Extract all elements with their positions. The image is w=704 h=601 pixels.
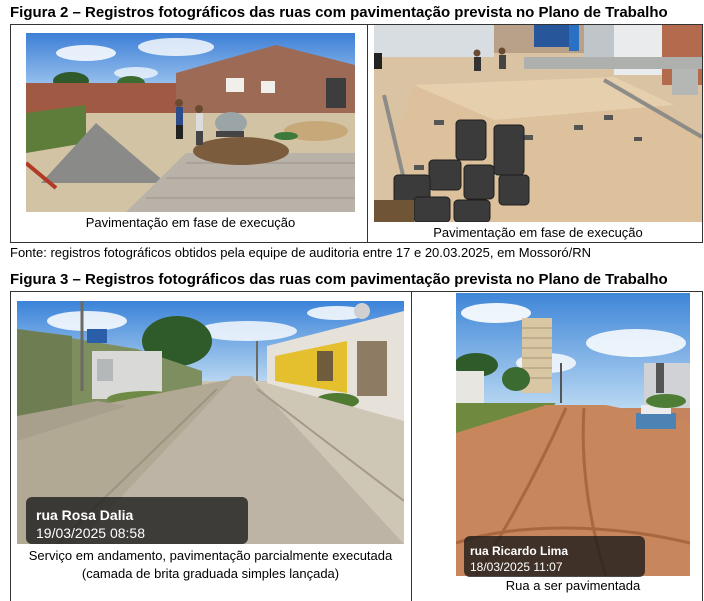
stamp-street-name: rua Rosa Dalia: [36, 507, 134, 523]
figure-3-photo-1-stamp: [26, 497, 248, 544]
figure-3-caption-2: Rua a ser pavimentada: [505, 578, 641, 593]
figure-3-photo-2-stamp: [464, 536, 645, 577]
figure-3-photo-2: [456, 293, 690, 576]
figure-2-title: Figura 2 – Registros fotográficos das ruas com pavimentação prevista no Plano de Trabalho: [10, 4, 668, 21]
stamp-street-name: rua Ricardo Lima: [470, 544, 569, 558]
figure-3-caption-1-line-1: Serviço em andamento, pavimentação parcialmente executada: [28, 548, 393, 563]
stamp-datetime: 18/03/2025 11:07: [470, 560, 563, 574]
figure-2-caption-2: Pavimentação em fase de execução: [433, 225, 643, 240]
figure-2-photo-2: [374, 25, 702, 222]
figure-2-photo-1: [26, 33, 355, 212]
figure-2-caption-1: Pavimentação em fase de execução: [85, 215, 296, 230]
stamp-datetime: 19/03/2025 08:58: [36, 525, 145, 541]
figure-3-caption-1-line-2: (camada de brita graduada simples lançada): [81, 566, 340, 581]
figure-2-divider: [367, 24, 368, 243]
figure-2-source: Fonte: registros fotográficos obtidos pela equipe de auditoria entre 17 e 20.03.2025, em Mossoró/RN: [10, 245, 592, 260]
figure-3-divider: [411, 291, 412, 601]
figure-3-title: Figura 3 – Registros fotográficos das ruas com pavimentação prevista no Plano de Trabalho: [10, 271, 668, 288]
